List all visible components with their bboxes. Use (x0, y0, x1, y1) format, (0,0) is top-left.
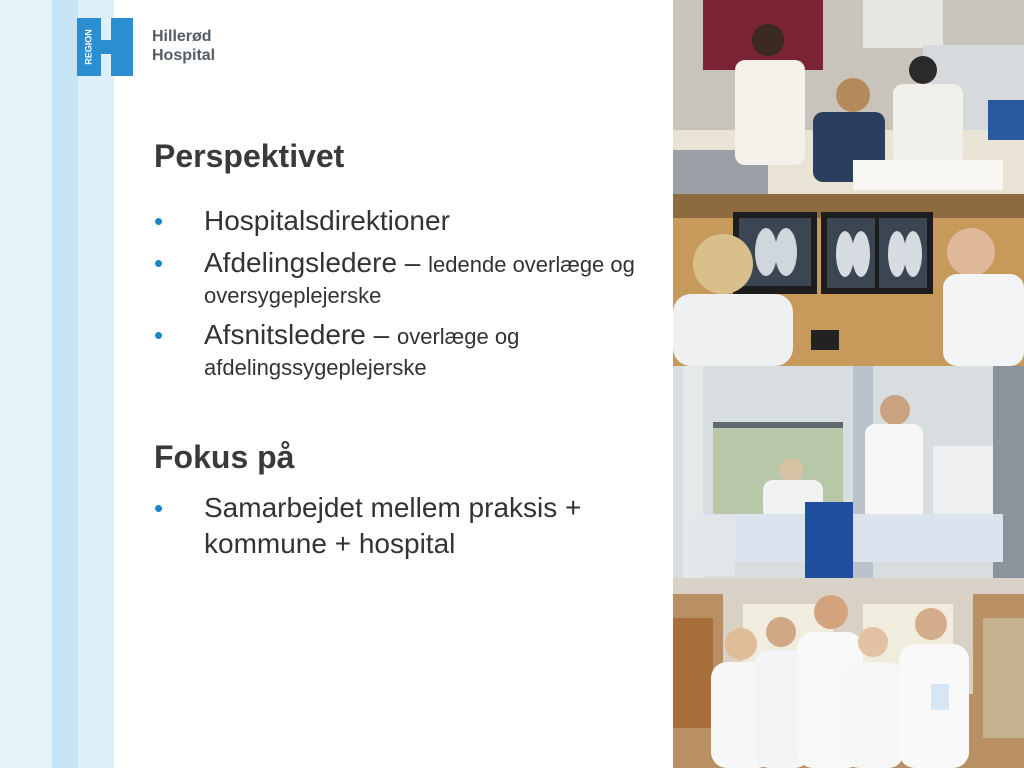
side-band-light (0, 0, 52, 768)
side-band-mid (52, 0, 78, 768)
staff-group-photo (673, 578, 1024, 768)
logo-region-text: REGION (83, 29, 94, 65)
list-item-main: Afdelingsledere – (204, 247, 429, 278)
patient-ward-photo (673, 366, 1024, 578)
list-item (154, 203, 674, 239)
photo-collage (673, 0, 1024, 768)
hospital-office-phone-photo (673, 0, 1024, 194)
fokus-list (154, 490, 674, 562)
list-item-main: Afsnitsledere – (204, 319, 397, 350)
bullet-marker: • (154, 206, 164, 236)
xray-monitors-photo (673, 194, 1024, 366)
logo-line-2: Hospital (152, 47, 216, 64)
list-item-detail: overlæge og afdelingssygeplejerske (204, 324, 520, 380)
list-item-main: Samarbejdet mellem praksis + kommune + hospital (204, 492, 582, 559)
logo-line-1: Hillerød (152, 28, 212, 45)
side-band-pale (78, 0, 114, 768)
bullet-marker: • (154, 248, 164, 278)
list-item (154, 490, 674, 562)
region-h-logo-icon (77, 18, 135, 76)
slide-content (154, 0, 672, 768)
section-heading-fokus: Fokus på (154, 439, 295, 475)
bullet-marker: • (154, 493, 164, 523)
section-heading-perspektivet: Perspektivet (154, 138, 345, 174)
list-item (154, 317, 674, 383)
list-item (154, 245, 674, 311)
perspektivet-list (154, 203, 674, 389)
list-item-main: Hospitalsdirektioner (204, 205, 450, 236)
list-item-detail: ledende overlæge og oversygeplejerske (204, 252, 635, 308)
bullet-marker: • (154, 320, 164, 350)
